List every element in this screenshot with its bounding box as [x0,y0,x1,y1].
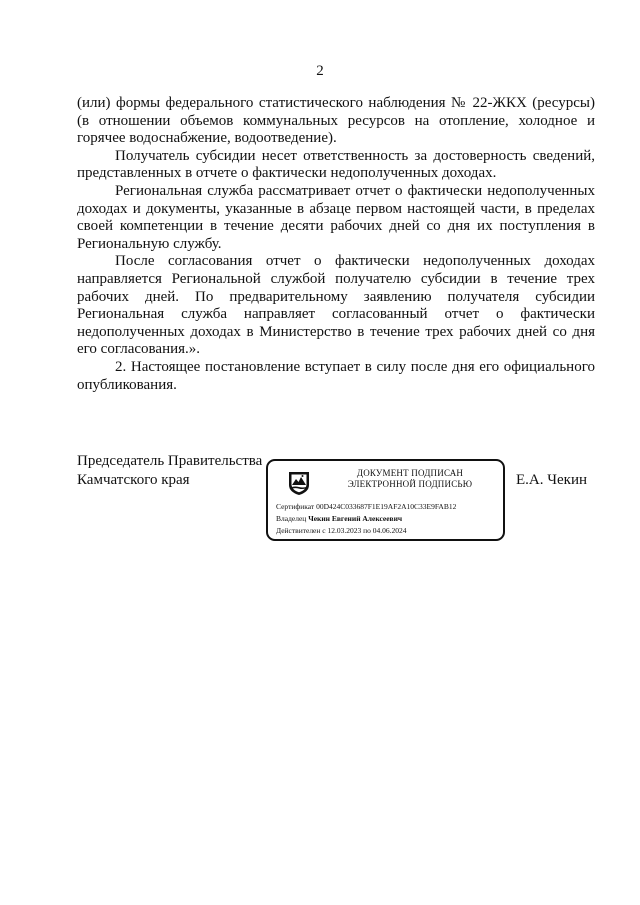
valid-label: Действителен с [276,526,326,535]
stamp-title-line1: ДОКУМЕНТ ПОДПИСАН [356,468,464,478]
paragraph-responsibility: Получатель субсидии несет ответственность за достоверность сведений, представленных в отчете о фактически недополученных доходах. [77,147,595,182]
valid-to: 04.06.2024 [372,526,407,535]
paragraph-continuation: (или) формы федерального статистического наблюдения № 22-ЖКХ (ресурсы) (в отношении объемов коммунальных ресурсов на отопление, холодное и горячее водоснабжение, водоотведение). [77,95,595,147]
paragraph-effective-date: 2. Настоящее постановление вступает в силу после дня его официального опубликования. [77,358,595,393]
emblem-icon [286,470,312,496]
page-number: 2 [316,63,324,79]
signatory-position [77,452,262,490]
valid-from: 12.03.2023 [327,526,362,535]
signatory-name: Е.А. Чекин [516,472,587,488]
certificate-label: Сертификат [276,502,315,511]
stamp-validity [276,526,407,535]
stamp-owner [276,514,402,523]
owner-label: Владелец [276,514,307,523]
valid-to-label: по [363,526,371,535]
paragraph-approval: После согласования отчет о фактически недополученных доходах направляется Региональной службой получателю субсидии в течение трех рабочих дней. По предварительному заявлению получателя субсидии Региональная служба направляет согласованный отчет о фактически недополученных доходах в Министерство в течение трех рабочих дней со дня его согласования.». [77,253,595,358]
stamp-certificate [276,502,456,511]
owner-value: Чекин Евгений Алексеевич [308,514,403,523]
signatory-position-line1: Председатель Правительства [77,453,263,469]
paragraph-review: Региональная служба рассматривает отчет о фактически недополученных доходах и документы, указанные в абзаце первом настоящей части, в пределах своей компетенции в течение десяти рабочих дней со дня их поступления в Региональную службу. [77,182,595,252]
document-body [77,95,595,394]
stamp-title [320,468,500,490]
electronic-signature-stamp [266,459,505,541]
signatory-position-line2: Камчатского края [77,472,190,488]
stamp-title-line2: ЭЛЕКТРОННОЙ ПОДПИСЬЮ [347,479,473,489]
certificate-value: 00D424C033687F1E19AF2A10C33E9FAB12 [316,502,457,511]
